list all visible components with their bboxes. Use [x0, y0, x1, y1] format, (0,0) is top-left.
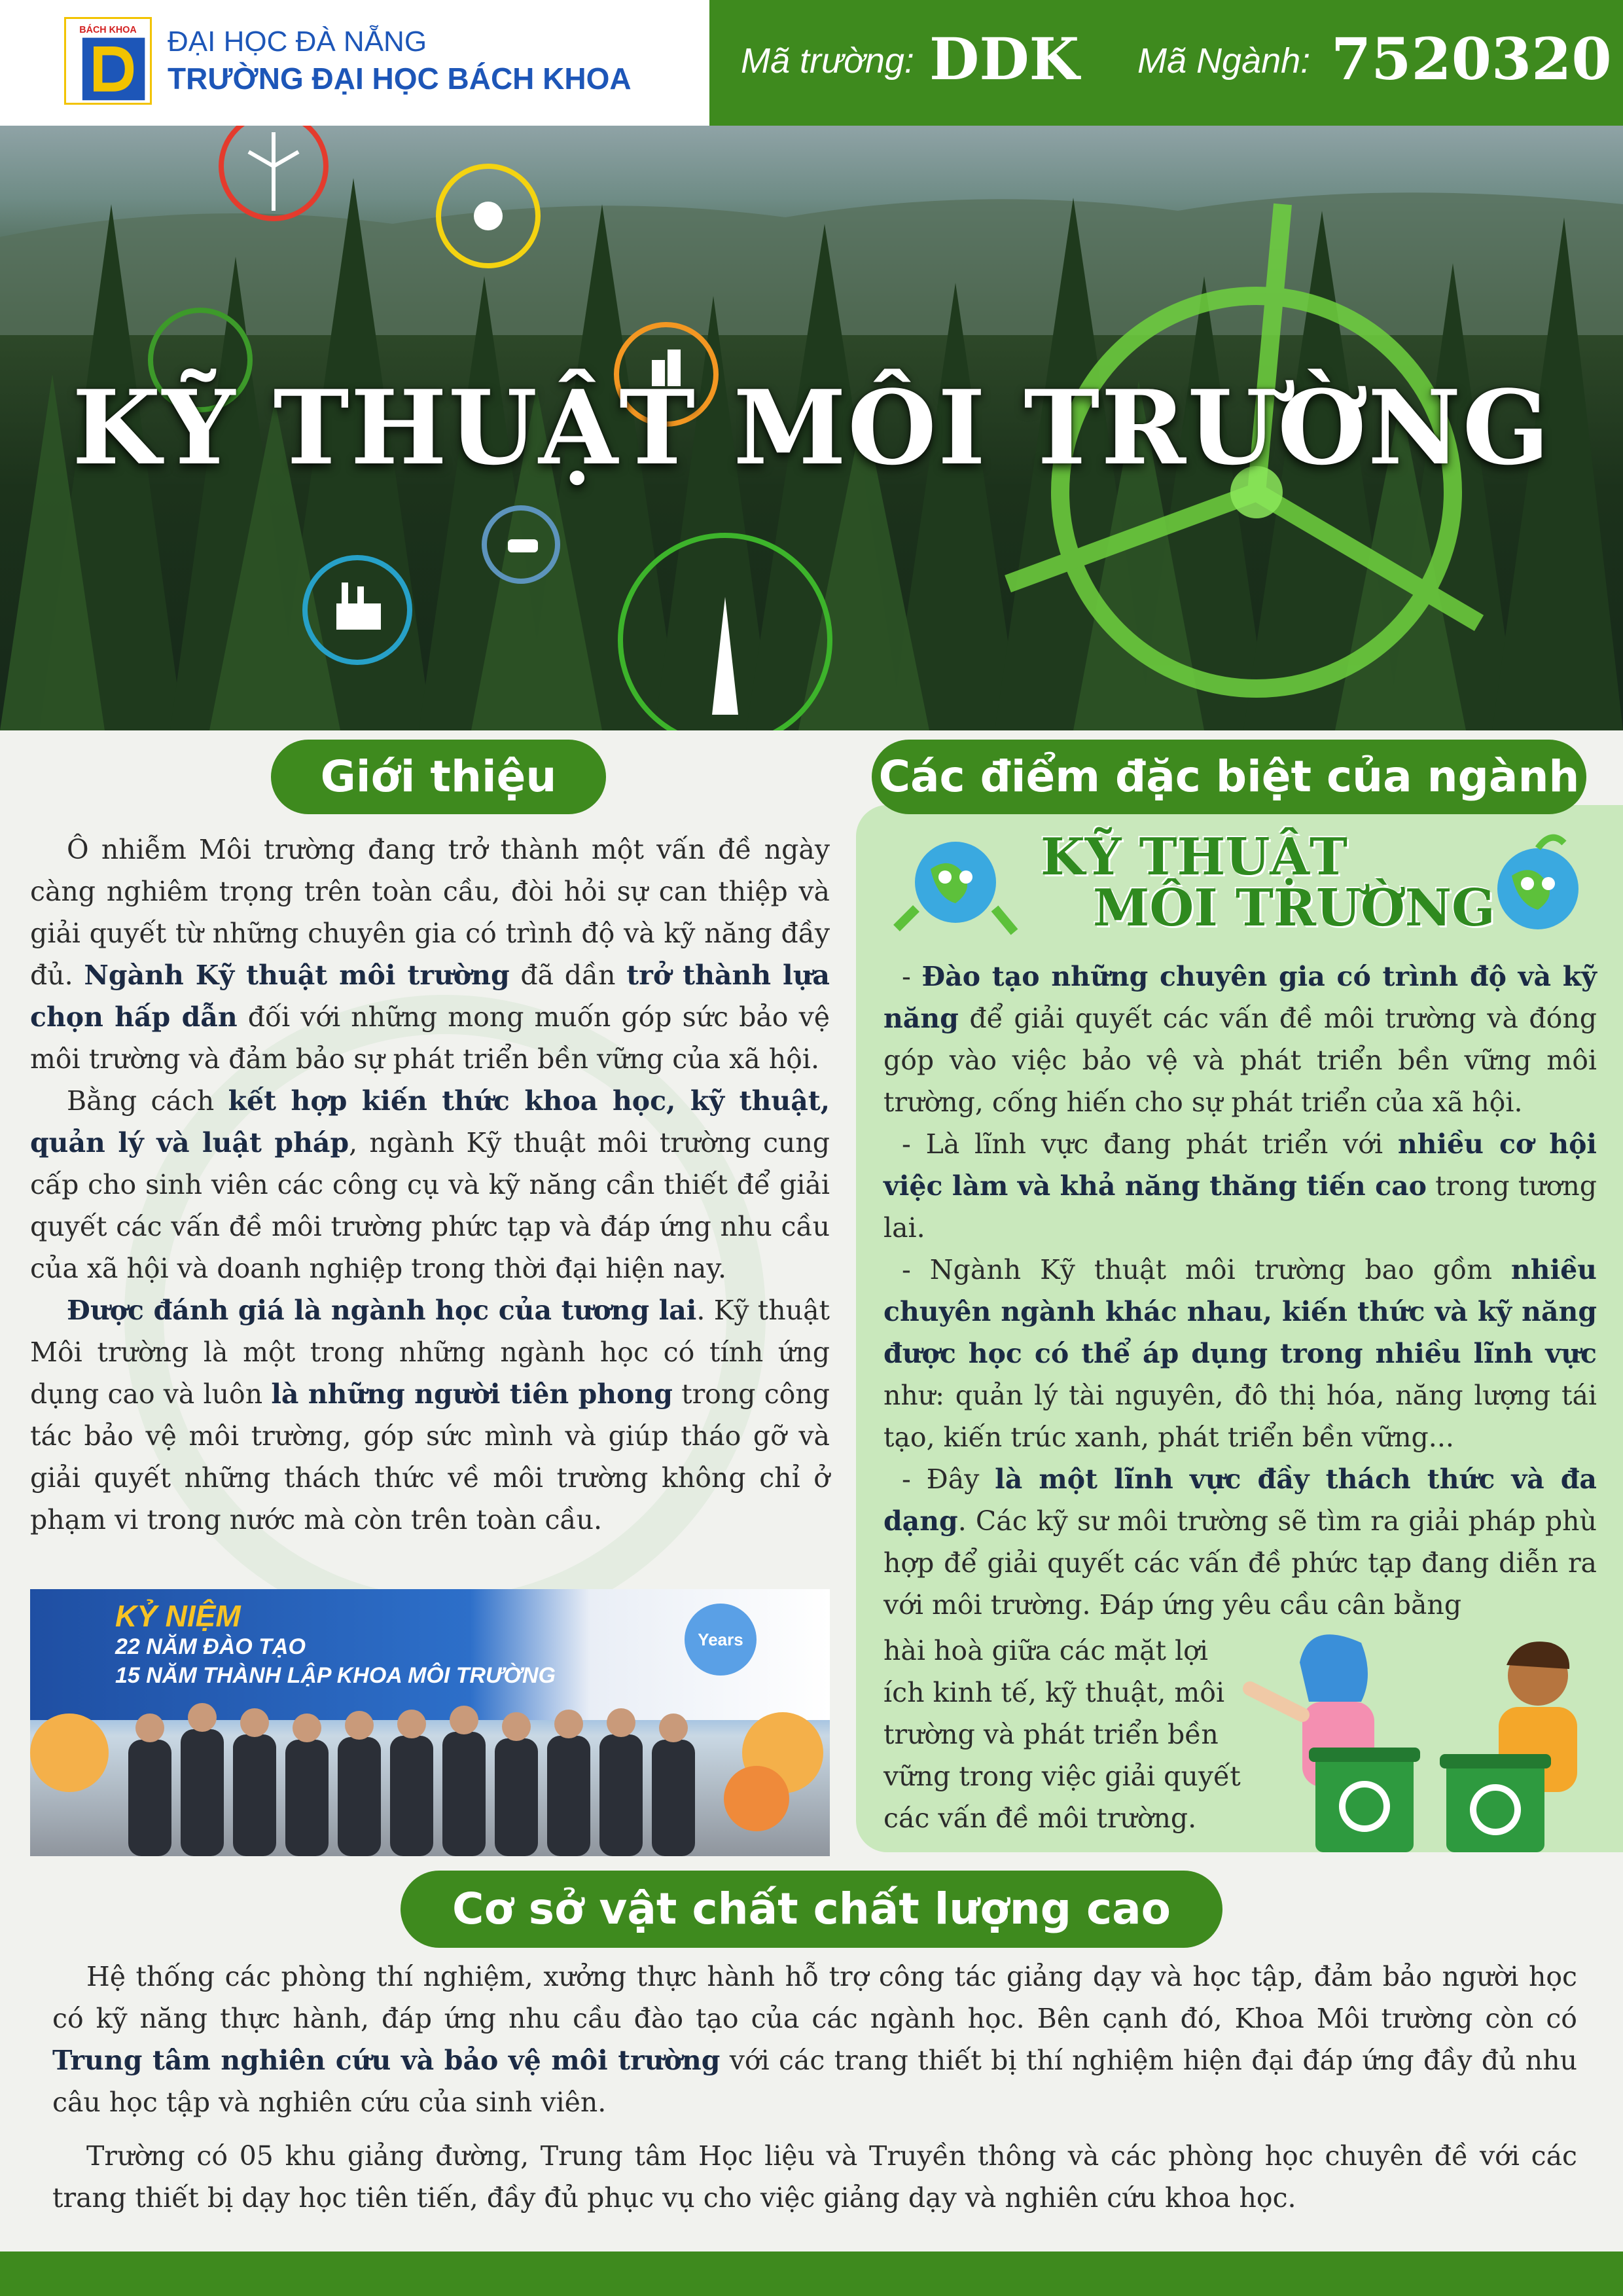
- svg-text:BÁCH KHOA: BÁCH KHOA: [79, 25, 137, 36]
- earth-mascot-left-icon: [897, 842, 1014, 932]
- header: [0, 0, 1623, 126]
- features-text: [883, 956, 1597, 1626]
- intro-text: [30, 829, 830, 1541]
- school-code: DDK: [929, 25, 1080, 93]
- code-bar: [709, 0, 1623, 126]
- photo-banner-title: KỶ NIỆM: [115, 1599, 241, 1633]
- feature-item-4: - Đây là một lĩnh vực đầy thách thức và đa dạng. Các kỹ sư môi trường sẽ tìm ra giải pháp phù hợp để giải quyết các vấn đề phức tạp đang diễn ra với môi trường. Đáp ứng yêu cầu cân bằng: [883, 1463, 1597, 1621]
- university-logo: [64, 17, 152, 105]
- intro-paragraph-2: Bằng cách kết hợp kiến thức khoa học, kỹ thuật, quản lý và luật pháp, ngành Kỹ thuật môi trường cung cấp cho sinh viên các công cụ và kỹ năng cần thiết để giải quyết các vấn đề môi trường phức tạp và đáp ứng nhu cầu của xã hội và doanh nghiệp trong thời đại hiện nay.: [30, 1085, 830, 1284]
- footer-bar: [0, 2251, 1623, 2296]
- feature-item-2: - Là lĩnh vực đang phát triển với nhiều cơ hội việc làm và khả năng thăng tiến cao trong tương lai.: [883, 1128, 1597, 1244]
- feature-item-3: - Ngành Kỹ thuật môi trường bao gồm nhiều chuyên ngành khác nhau, kiến thức và kỹ năng được học có thể áp dụng trong nhiều lĩnh vực như: quản lý tài nguyên, đô thị hóa, năng lượng tái tạo, kiến trúc xanh, phát triển bền vững...: [883, 1254, 1597, 1453]
- facility-paragraph-2: Trường có 05 khu giảng đường, Trung tâm Học liệu và Truyền thông và các phòng học chuyên đề với các trang thiết bị dạy học tiên tiến, đầy đủ phục vụ cho việc giảng dạy và nghiên cứu khoa học.: [52, 2140, 1577, 2214]
- anniversary-photo: [30, 1589, 830, 1856]
- major-code-label: Mã Ngành:: [1137, 41, 1311, 81]
- facility-paragraph-1: Hệ thống các phòng thí nghiệm, xưởng thực hành hỗ trợ công tác giảng dạy và học tập, đảm bảo người học có kỹ năng thực hành, đáp ứng nhu cầu đào tạo của các ngành học. Bên cạnh đó, Khoa Môi trường còn có Trung tâm nghiên cứu và bảo vệ môi trường với các trang thiết bị thí nghiệm hiện đại đáp ứng đầy đủ nhu câu học tập và nghiên cứu của sinh viên.: [52, 1961, 1578, 2118]
- badge-line-2: MÔI TRƯỜNG: [1093, 878, 1495, 938]
- intro-paragraph-1: Ô nhiễm Môi trường đang trở thành một vấn đề ngày càng nghiêm trọng trên toàn cầu, đòi hỏi sự can thiệp và giải quyết từ những chuyên gia có trình độ và kỹ năng đầy đủ. Ngành Kỹ thuật môi trường đã dần trở thành lựa chọn hấp dẫn đối với những mong muốn góp sức bảo vệ môi trường và đảm bảo sự phát triển bền vững của xã hội.: [30, 834, 830, 1075]
- feature-item-4-continued: hài hoà giữa các mặt lợi ích kinh tế, kỹ thuật, môi trường và phát triển bền vững trong việc giải quyết các vấn đề môi trường.: [883, 1635, 1241, 1834]
- earth-mascot-right-icon: [1497, 838, 1578, 929]
- school-code-label: Mã trường:: [741, 41, 914, 81]
- recycle-bin-left-icon: [1309, 1748, 1420, 1852]
- major-code: 7520320: [1331, 25, 1612, 93]
- badge-line-1: KỸ THUẬT: [1041, 827, 1347, 887]
- intro-heading: Giới thiệu: [271, 740, 606, 814]
- school-name: TRƯỜNG ĐẠI HỌC BÁCH KHOA: [168, 62, 632, 96]
- university-name: ĐẠI HỌC ĐÀ NẴNG: [168, 26, 427, 58]
- university-name-block: [168, 24, 632, 97]
- facility-text: [52, 1956, 1577, 2231]
- recycling-kids-illustration: [1237, 1623, 1616, 1852]
- photo-banner-subtitle: 22 NĂM ĐÀO TẠO 15 NĂM THÀNH LẬP KHOA MÔI TRƯỜNG: [115, 1634, 556, 1688]
- group-of-people-illustration: [30, 1589, 830, 1856]
- years-badge: Years: [685, 1604, 757, 1676]
- features-badge: [890, 817, 1590, 948]
- features-heading: Các điểm đặc biệt của ngành: [872, 740, 1586, 814]
- hero-banner: [0, 126, 1623, 730]
- facility-heading: Cơ sở vật chất chất lượng cao: [401, 1871, 1222, 1948]
- intro-paragraph-3: Được đánh giá là ngành học của tương lai. Kỹ thuật Môi trường là một trong những ngành học có tính ứng dụng cao và luôn là những người tiên phong trong công tác bảo vệ môi trường, góp sức mình và giúp tháo gỡ và giải quyết những thách thức về môi trường không chỉ ở phạm vi trong nước mà còn trên toàn cầu.: [30, 1295, 830, 1535]
- feature-item-1: - Đào tạo những chuyên gia có trình độ và kỹ năng để giải quyết các vấn đề môi trường và đóng góp vào việc bảo vệ và phát triển bền vững môi trường, cống hiến cho sự phát triển của xã hội.: [883, 961, 1597, 1118]
- hero-title: KỸ THUẬT MÔI TRƯỜNG: [72, 368, 1551, 488]
- recycle-bin-right-icon: [1440, 1754, 1551, 1852]
